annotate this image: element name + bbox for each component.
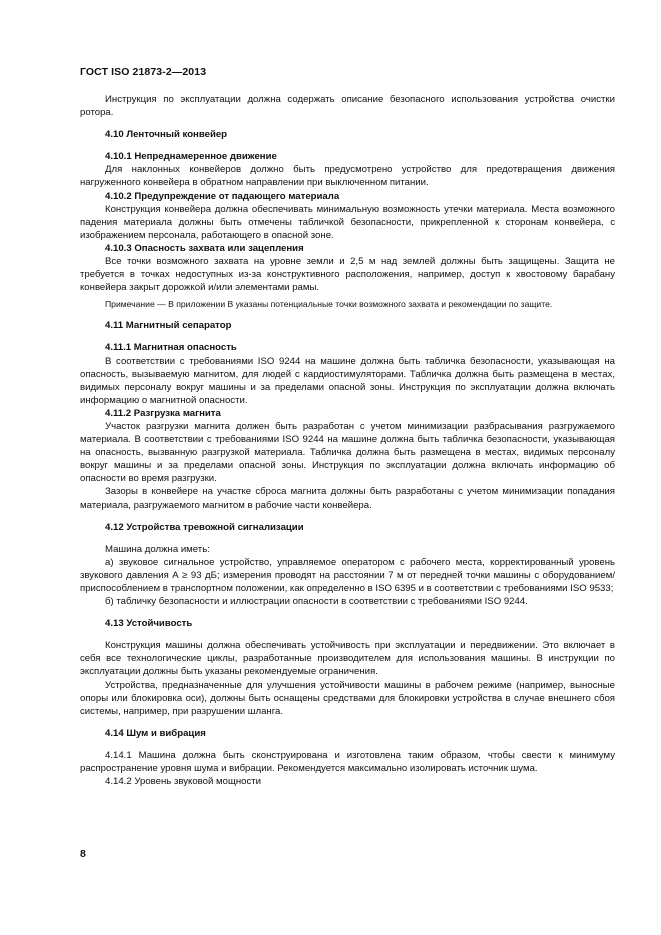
body-paragraph: В соответствии с требованиями ISO 9244 на машине должна быть табличка безопасности, указывающая на опасность, вызываемую магнитом, для людей с кардиостимуляторами. Табличка должна быть размещена в местах, видимых персоналу вокруг машины и за пределами опасной зоны. Инструкция по эксплуатации должна включать информацию о магнитной опасности. bbox=[80, 355, 615, 406]
body-paragraph: Конструкция конвейера должна обеспечивать минимальную возможность утечки материала. Места возможного падения материала должны быть отмечены табличкой безопасности, прикрепленной к сторонам конвейера, с изображением персонала, работающего в опасной зоне. bbox=[80, 203, 615, 241]
section-heading: 4.12 Устройства тревожной сигнализации bbox=[105, 521, 304, 533]
page-number: 8 bbox=[80, 848, 86, 860]
body-paragraph: Конструкция машины должна обеспечивать устойчивость при эксплуатации и передвижении. Это включает в себя все технологические циклы, разработанные производителем для использования машины. В инструкции по эксплуатации должны быть указаны рекомендуемые ограничения. bbox=[80, 640, 615, 678]
section-heading: 4.11.1 Магнитная опасность bbox=[105, 342, 237, 354]
body-paragraph: Все точки возможного захвата на уровне земли и 2,5 м над землей должны быть защищены. Защита не требуется в точках недоступных из-за конструктивного расположения, например, доступ к хвостовому барабану конвейера закрыт дорожкой и/или элементами рамы. bbox=[80, 256, 615, 294]
body-paragraph: Зазоры в конвейере на участке сброса магнита должны быть разработаны с учетом минимизации попадания материала, разгружаемого магнитом в рабочие части конвейера. bbox=[80, 486, 615, 511]
section-heading: 4.10 Ленточный конвейер bbox=[105, 129, 228, 141]
note-paragraph: Примечание — В приложении В указаны потенциальные точки возможного захвата и рекомендации по защите. bbox=[105, 299, 553, 310]
spacer bbox=[80, 141, 615, 150]
section-heading: 4.11.2 Разгрузка магнита bbox=[105, 407, 221, 419]
document-body bbox=[80, 93, 615, 788]
spacer bbox=[80, 630, 615, 639]
body-paragraph: Для наклонных конвейеров должно быть предусмотрено устройство для предотвращения движения нагруженного конвейера в обратном направлении при выключенном питании. bbox=[80, 164, 615, 189]
body-paragraph: б) табличку безопасности и иллюстрации опасности в соответствии с требованиями ISO 9244. bbox=[105, 596, 528, 608]
body-paragraph: Машина должна иметь: bbox=[105, 543, 210, 555]
document-header: ГОСТ ISO 21873-2—2013 bbox=[80, 66, 207, 78]
body-paragraph: 4.14.2 Уровень звуковой мощности bbox=[105, 776, 262, 788]
spacer bbox=[80, 740, 615, 749]
spacer bbox=[80, 332, 615, 341]
section-heading: 4.14 Шум и вибрация bbox=[105, 727, 206, 739]
section-heading: 4.10.1 Непреднамеренное движение bbox=[105, 151, 277, 163]
spacer bbox=[80, 608, 615, 617]
spacer bbox=[80, 534, 615, 543]
spacer bbox=[80, 310, 615, 319]
body-paragraph: Участок разгрузки магнита должен быть разработан с учетом минимизации разбрасывания разгружаемого материала. В соответствии с требованиями ISO 9244 на машине должна быть табличка безопасности, указывающая на опасность, вызванную разгрузкой материала. Табличка должна быть размещена в местах, видимых персоналу вокруг машины и за пределами опасной зоны. Инструкция по эксплуатации должна включать информацию об опасности во время разгрузки. bbox=[80, 420, 615, 485]
section-heading: 4.10.2 Предупреждение от падающего материала bbox=[105, 190, 340, 202]
section-heading: 4.10.3 Опасность захвата или зацепления bbox=[105, 242, 304, 254]
body-paragraph: 4.14.1 Машина должна быть сконструирована и изготовлена таким образом, чтобы свести к минимуму распространение уровня шума и вибрации. Рекомендуется максимально изолировать источник шума. bbox=[80, 749, 615, 775]
section-heading: 4.11 Магнитный сепаратор bbox=[105, 320, 232, 332]
spacer bbox=[80, 512, 615, 521]
body-paragraph: Устройства, предназначенные для улучшения устойчивости машины в рабочем режиме (например, выносные опоры или блокировка оси), должны быть оснащены средствами для блокировки устройства в случае внешнего сбоя системы, например, при разрушении шланга. bbox=[80, 679, 615, 717]
section-heading: 4.13 Устойчивость bbox=[105, 618, 193, 630]
body-paragraph: а) звуковое сигнальное устройство, управляемое оператором с рабочего места, корректированный уровень звукового давления А ≥ 93 дБ; измерения проводят на расстоянии 7 м от передней точки машины с оборудованием/приспособлением в транспортном положении, как определенно в ISO 6395 и в соответствии с требованиями ISO 9533; bbox=[80, 556, 615, 594]
body-paragraph: Инструкция по эксплуатации должна содержать описание безопасного использования устройства очистки ротора. bbox=[80, 94, 615, 119]
spacer bbox=[80, 119, 615, 128]
spacer bbox=[80, 718, 615, 727]
